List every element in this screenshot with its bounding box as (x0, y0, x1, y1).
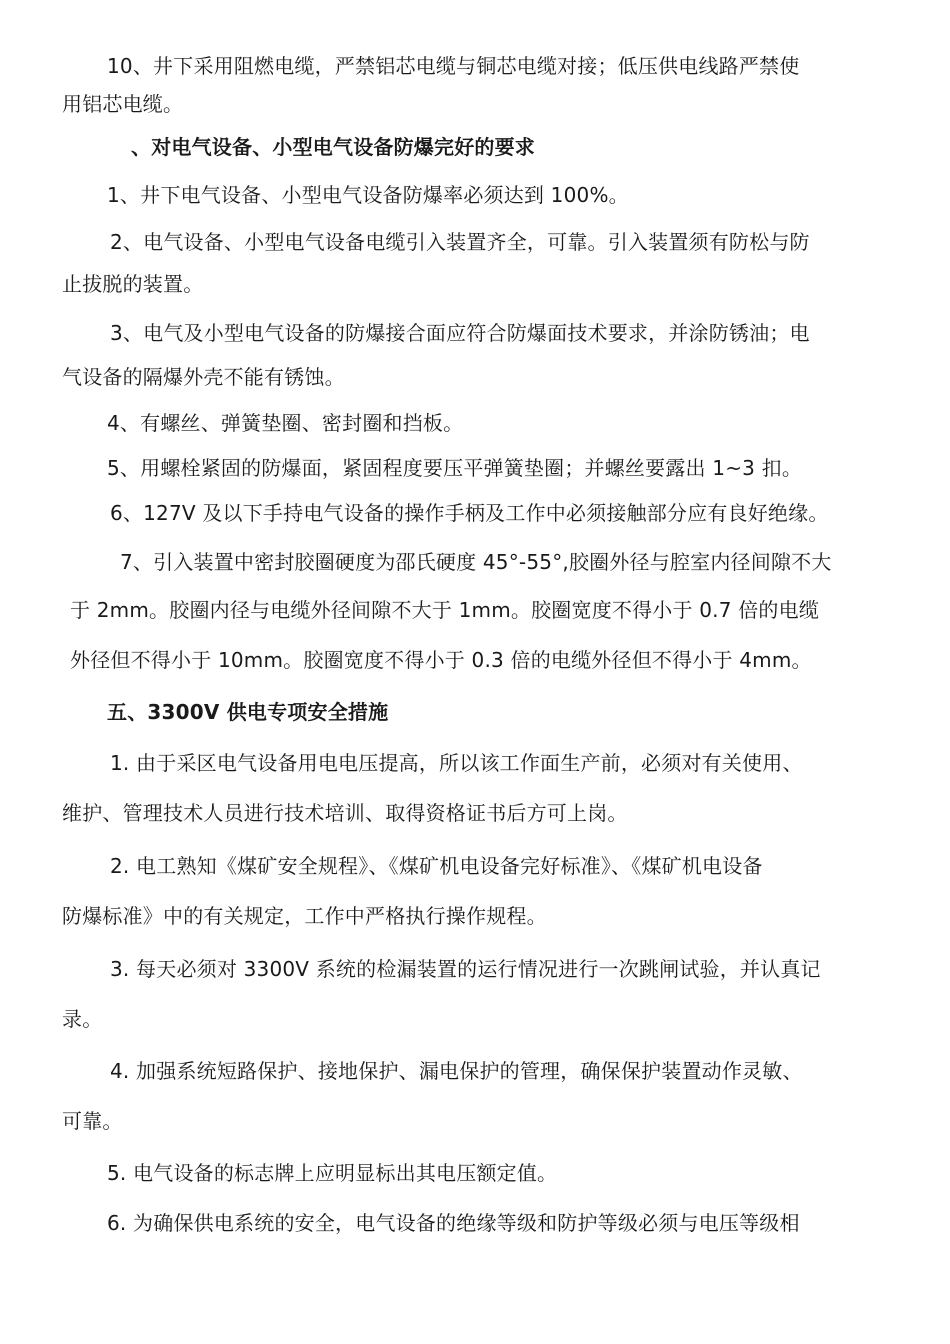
text-line: 4. 加强系统短路保护、接地保护、漏电保护的管理，确保保护装置动作灵敏、 (110, 1059, 803, 1083)
text-line: 7、引入装置中密封胶圈硬度为邵氏硬度 45°-55°,胶圈外径与腔室内径间隙不大 (120, 550, 832, 574)
section-heading: 、对电气设备、小型电气设备防爆完好的要求 (131, 135, 535, 159)
text-line: 3、电气及小型电气设备的防爆接合面应符合防爆面技术要求，并涂防锈油；电 (110, 321, 810, 345)
text-line: 10、井下采用阻燃电缆，严禁铝芯电缆与铜芯电缆对接；低压供电线路严禁使 (107, 54, 800, 78)
text-line: 4、有螺丝、弹簧垫圈、密封圈和挡板。 (107, 411, 464, 435)
text-line: 3. 每天必须对 3300V 系统的检漏装置的运行情况进行一次跳闸试验，并认真记 (110, 957, 821, 981)
text-line: 5、用螺栓紧固的防爆面，紧固程度要压平弹簧垫圈；并螺丝要露出 1~3 扣。 (107, 456, 803, 480)
text-line: 可靠。 (62, 1109, 123, 1133)
text-line: 维护、管理技术人员进行技术培训、取得资格证书后方可上岗。 (62, 801, 628, 825)
text-line: 防爆标准》中的有关规定，工作中严格执行操作规程。 (62, 904, 547, 928)
text-line: 5. 电气设备的标志牌上应明显标出其电压额定值。 (107, 1161, 558, 1185)
text-line: 6. 为确保供电系统的安全，电气设备的绝缘等级和防护等级必须与电压等级相 (107, 1211, 800, 1235)
text-line: 2、电气设备、小型电气设备电缆引入装置齐全，可靠。引入装置须有防松与防 (110, 230, 810, 254)
text-line: 1. 由于采区电气设备用电电压提高，所以该工作面生产前，必须对有关使用、 (110, 751, 803, 775)
text-line: 外径但不得小于 10mm。胶圈宽度不得小于 0.3 倍的电缆外径但不得小于 4mm。 (70, 648, 812, 672)
section-heading: 五、3300V 供电专项安全措施 (107, 700, 389, 724)
text-line: 2. 电工熟知《煤矿安全规程》、《煤矿机电设备完好标准》、《煤矿机电设备 (110, 854, 763, 878)
text-line: 用铝芯电缆。 (62, 92, 184, 116)
text-line: 于 2mm。胶圈内径与电缆外径间隙不大于 1mm。胶圈宽度不得小于 0.7 倍的电缆 (70, 598, 820, 622)
text-line: 6、127V 及以下手持电气设备的操作手柄及工作中必须接触部分应有良好绝缘。 (110, 501, 829, 525)
text-line: 气设备的隔爆外壳不能有锈蚀。 (62, 365, 345, 389)
text-line: 录。 (62, 1007, 103, 1031)
text-line: 止拔脱的装置。 (62, 272, 204, 296)
text-line: 1、井下电气设备、小型电气设备防爆率必须达到 100%。 (107, 183, 629, 207)
